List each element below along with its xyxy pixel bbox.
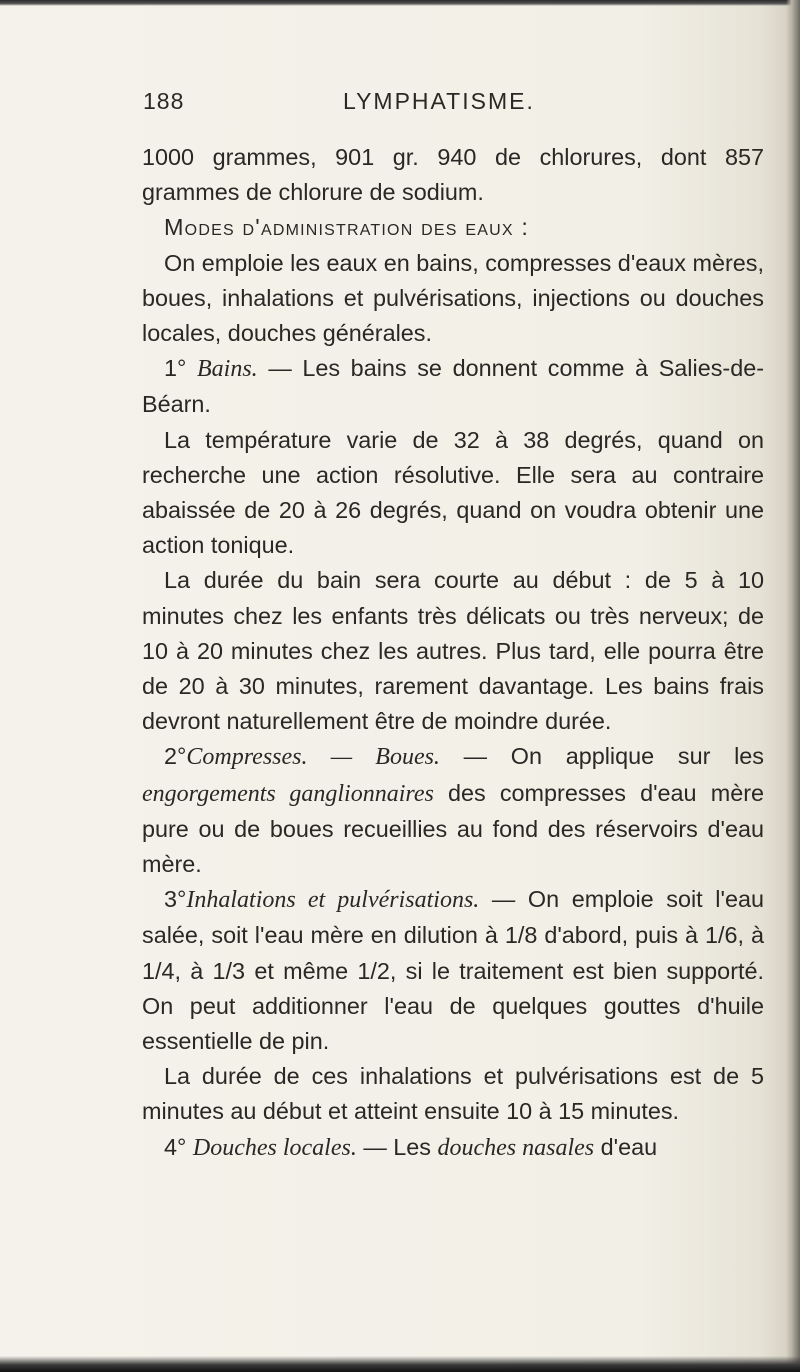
- item-inhalations: [142, 882, 764, 1059]
- bains-duree-paragraph: La durée du bain sera courte au début : de 5 à 10 minutes chez les enfants très délicats ou très nerveux; de 10 à 20 minutes chez les autres. Plus tard, elle pourra être de 20 à 30 minutes, rarement davantage. Les bains frais devront naturellement être de moindre durée.: [142, 567, 764, 735]
- body-text: [142, 140, 764, 1166]
- lead-paragraph: On emploie les eaux en bains, compresses d'eaux mères, boues, inhalations et pulvérisations, injections ou douches locales, douches générales.: [142, 249, 764, 347]
- item-number: 3°: [164, 886, 187, 913]
- item-title: Inhalations et pulvérisations.: [186, 887, 480, 914]
- item-title: Douches locales.: [192, 1134, 357, 1161]
- top-edge-shadow: [0, 0, 800, 6]
- page-number: 188: [143, 88, 185, 114]
- item-italic-term: engorgements ganglionnaires: [142, 780, 434, 807]
- page-gutter-shadow: [786, 0, 800, 1372]
- item-text: — Les: [356, 1133, 438, 1160]
- inhalations-duree-paragraph: La durée de ces inhalations et pulvérisations est de 5 minutes au début et atteint ensuite 10 à 15 minutes.: [142, 1063, 764, 1125]
- section-title: Modes d'administration des eaux :: [164, 214, 530, 241]
- item-text: des compresses d'eau mère pure ou de boues recueillies au fond des réservoirs d'eau mère.: [142, 779, 764, 878]
- intro-paragraph: 1000 grammes, 901 gr. 940 de chlorures, dont 857 grammes de chlorure de sodium.: [142, 144, 764, 206]
- item-text: — Les bains se donnent comme à Salies-de-Béarn.: [142, 355, 765, 418]
- bottom-edge-shadow: [0, 1356, 800, 1372]
- item-text: — On emploie soit l'eau salée, soit l'eau mère en dilution à 1/8 d'abord, puis à 1/6, à 1/4, à 1/3 et même 1/2, si le traitement est bien supporté. On peut additionner l'eau de quelques gouttes d'huile essentielle de pin.: [142, 886, 764, 1055]
- item-text: — On applique sur les: [439, 743, 764, 770]
- running-header: [143, 88, 763, 118]
- item-title: Compresses. — Boues.: [186, 744, 440, 771]
- item-number: 2°: [164, 743, 187, 770]
- item-number: 4°: [164, 1133, 187, 1160]
- running-title: LYMPHATISME.: [343, 88, 535, 114]
- item-compresses: [142, 739, 764, 882]
- item-number: 1°: [164, 355, 187, 382]
- item-title: Bains.: [197, 356, 258, 383]
- item-text: d'eau: [594, 1133, 658, 1160]
- item-bains: [142, 351, 764, 422]
- item-italic-term: douches nasales: [437, 1134, 595, 1161]
- item-douches: [142, 1130, 764, 1166]
- bains-temperature-paragraph: La température varie de 32 à 38 degrés, quand on recherche une action résolutive. Elle sera au contraire abaissée de 20 à 26 degrés, quand on voudra obtenir une action tonique.: [142, 426, 764, 559]
